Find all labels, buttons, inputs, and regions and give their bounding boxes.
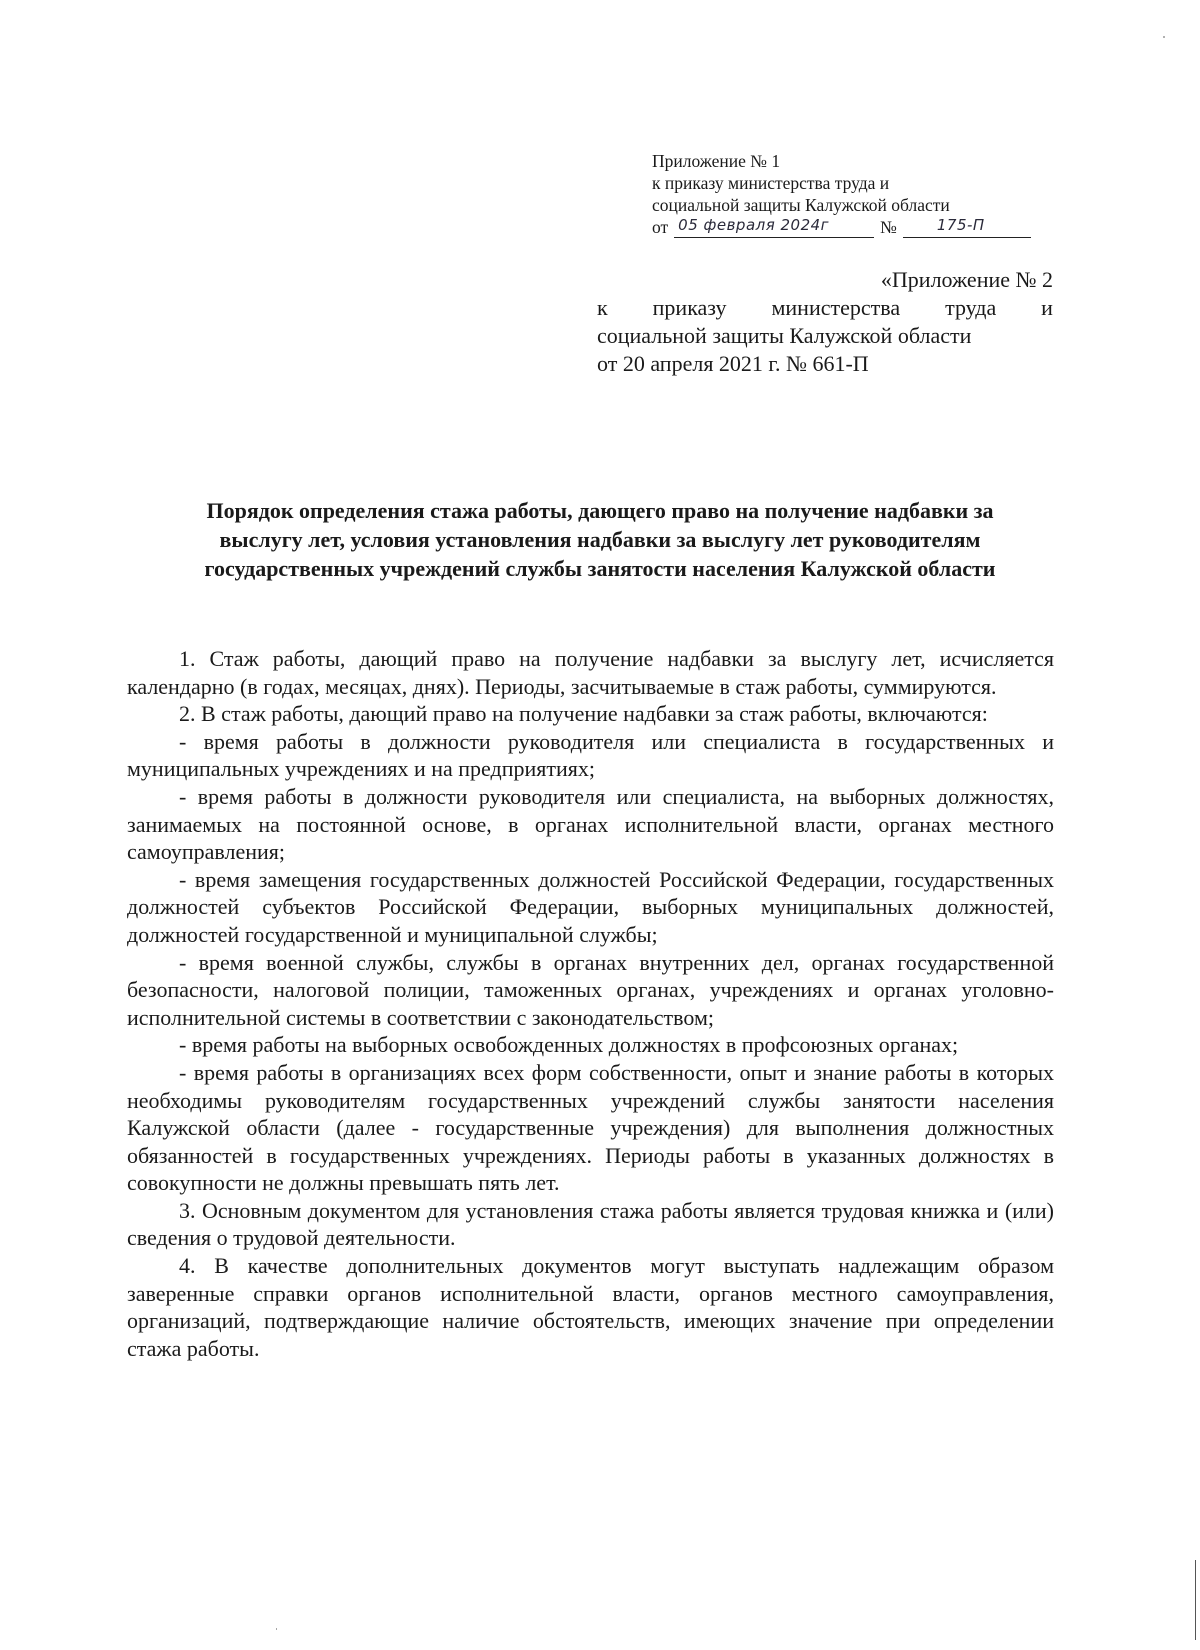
list-item: - время работы в организациях всех форм собственности, опыт и знание работы в которых необходимы руководителям государственных учреждений службы занятости населения Калужской области (далее - государственные учреждения) для выполнения должностных обязанностей в государственных учреждениях. Периоды работы в указанных должностях в совокупности не должны превышать пять лет.: [127, 1059, 1054, 1196]
list-item: - время работы в должности руководителя или специалиста, на выборных должностях, занимаемых на постоянной основе, в органах исполнительной власти, органах местного самоуправления;: [127, 783, 1054, 865]
list-item: - время работы в должности руководителя или специалиста в государственных и муниципальных учреждениях и на предприятиях;: [127, 728, 1054, 782]
appendix-2-title: «Приложение № 2: [880, 267, 1053, 292]
appendix-2-word: министерства: [771, 295, 901, 320]
scan-speck: [1163, 36, 1165, 38]
from-label: от: [652, 217, 669, 237]
appendix-1-title: Приложение № 1: [652, 151, 781, 171]
paragraph-4: 4. В качестве дополнительных документов могут выступать надлежащим образом заверенные справки органов исполнительной власти, органов местного самоуправления, организаций, подтверждающие наличие обстоятельств, имеющих значение при определении стажа работы.: [127, 1253, 1054, 1361]
title-line-1: Порядок определения стажа работы, дающего право на получение надбавки за: [206, 498, 994, 523]
number-field: [903, 217, 1031, 238]
list-item: - время военной службы, службы в органах внутренних дел, органах государственной безопасности, налоговой полиции, таможенных органах, учреждениях и органах уголовно-исполнительной системы в соответствии с законодательством;: [127, 949, 1054, 1030]
appendix-2-word: и: [1041, 295, 1053, 320]
appendix-2-date-line: от 20 апреля 2021 г. № 661-П: [597, 351, 869, 376]
appendix-1-date-number-line: [652, 216, 1072, 238]
appendix-2-word: к: [597, 295, 608, 320]
paragraph-2: 2. В стаж работы, дающий право на получение надбавки за стаж работы, включаются:: [179, 701, 988, 727]
document-title: [110, 496, 1090, 583]
appendix-2-word: труда: [945, 295, 997, 320]
scan-speck: [276, 1628, 277, 1630]
document-body: [127, 645, 1054, 1362]
title-line-2: выслугу лет, условия установления надбавки за выслугу лет руководителям: [219, 527, 981, 552]
number-sign: №: [880, 217, 897, 237]
appendix-1-order-line: к приказу министерства труда и: [652, 173, 890, 193]
scan-edge-mark: [1195, 1560, 1196, 1640]
appendix-2-ministry-line: социальной защиты Калужской области: [597, 323, 972, 348]
appendix-1-header: [652, 150, 1072, 238]
title-line-3: государственных учреждений службы занятости населения Калужской области: [204, 556, 996, 581]
date-field: [674, 217, 874, 238]
handwritten-date: 05 февраля 2024г: [678, 216, 830, 234]
appendix-2-header: [597, 266, 1053, 378]
paragraph-1: 1. Стаж работы, дающий право на получение надбавки за выслугу лет, исчисляется календарно (в годах, месяцах, днях). Периоды, засчитываемые в стаж работы, суммируются.: [127, 646, 1054, 699]
list-item: - время работы на выборных освобожденных должностях в профсоюзных органах;: [179, 1032, 959, 1058]
appendix-1-ministry-line: социальной защиты Калужской области: [652, 195, 950, 215]
paragraph-3: 3. Основным документом для установления стажа работы является трудовая книжка и (или) сведения о трудовой деятельности.: [127, 1197, 1054, 1251]
list-item: - время замещения государственных должностей Российской Федерации, государственных должностей субъектов Российской Федерации, выборных муниципальных должностей, должностей государственной и муниципальной службы;: [127, 866, 1054, 947]
handwritten-number: 175-П: [936, 216, 985, 234]
appendix-2-order-line: [597, 294, 1053, 322]
appendix-2-word: приказу: [652, 295, 727, 320]
